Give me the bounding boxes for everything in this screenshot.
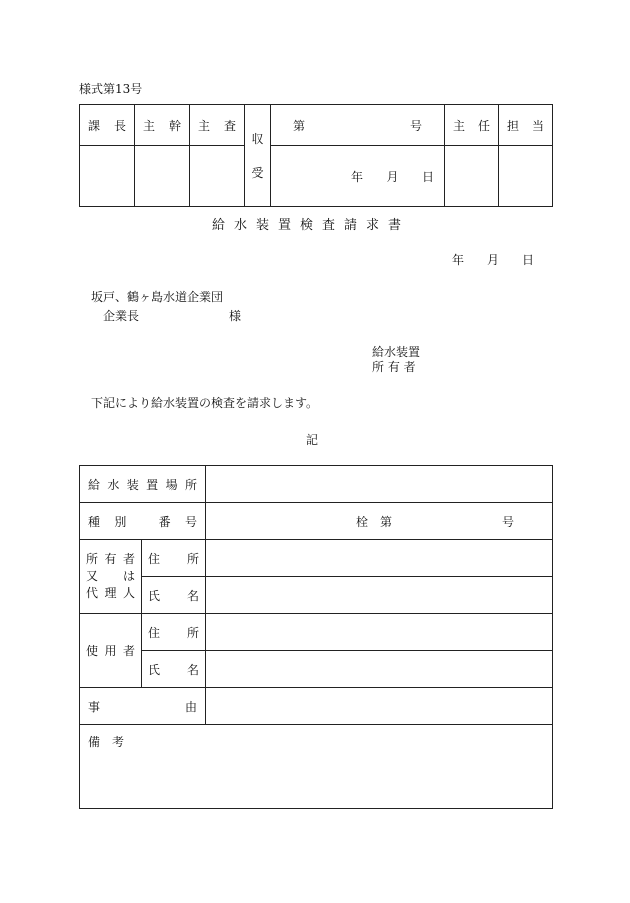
remarks-cell[interactable] — [80, 725, 553, 809]
receipt-dai: 第 — [293, 118, 306, 133]
addressee-position: 企業長 — [103, 309, 140, 323]
stamp-head-tanto: 担 当 — [499, 105, 553, 146]
receipt-char-2: 受 — [251, 165, 264, 180]
receipt-date-cell[interactable] — [271, 146, 445, 207]
reason-label — [80, 688, 206, 725]
user-address-label: 住 所 — [142, 614, 206, 651]
receipt-go: 号 — [409, 118, 422, 133]
owner-address-value[interactable] — [206, 540, 553, 577]
document-title: 給水装置検査請求書 — [212, 218, 411, 233]
receipt-char-1: 収 — [251, 131, 264, 146]
stamp-box-shusa[interactable] — [190, 146, 245, 207]
approval-stamp-table — [79, 104, 553, 207]
stamp-box-kacho[interactable] — [80, 146, 135, 207]
receipt-number-cell[interactable] — [271, 105, 445, 146]
receipt-month: 月 — [386, 169, 399, 184]
reason-char-2: 由 — [184, 699, 197, 714]
owner-or-agent-label: 所 有 者 又 は 代 理 人 — [80, 540, 142, 614]
type-number-value[interactable] — [206, 503, 553, 540]
stamp-box-tanto[interactable] — [499, 146, 553, 207]
owner-name-value[interactable] — [206, 577, 553, 614]
receipt-year: 年 — [351, 169, 364, 184]
receipt-day: 日 — [421, 169, 434, 184]
owner-address-label: 住 所 — [142, 540, 206, 577]
ki-heading: 記 — [306, 433, 319, 447]
stamp-head-kacho: 課 長 — [80, 105, 135, 146]
request-details-table — [79, 465, 553, 809]
applicant-label-2: 所 有 者 — [372, 360, 416, 374]
user-name-value[interactable] — [206, 651, 553, 688]
user-name-label: 氏 名 — [142, 651, 206, 688]
type-go: 号 — [501, 514, 514, 529]
stamp-head-shusa: 主 査 — [190, 105, 245, 146]
reason-value[interactable] — [206, 688, 553, 725]
user-label: 使 用 者 — [80, 614, 142, 688]
date-day: 日 — [521, 253, 534, 267]
form-number: 様式第13号 — [79, 82, 143, 96]
location-label: 給 水 装 置 場 所 — [80, 466, 206, 503]
receipt-label — [245, 105, 271, 207]
stamp-box-shukan[interactable] — [135, 146, 190, 207]
date-year: 年 — [452, 253, 465, 267]
owner-name-label: 氏 名 — [142, 577, 206, 614]
type-sen-dai: 栓 第 — [356, 514, 393, 529]
request-date[interactable] — [452, 251, 534, 268]
addressee-honorific: 様 — [229, 309, 242, 323]
addressee-org: 坂戸、鶴ヶ島水道企業団 — [91, 290, 224, 304]
applicant-label-1: 給水装置 — [372, 345, 421, 359]
location-value[interactable] — [206, 466, 553, 503]
user-address-value[interactable] — [206, 614, 553, 651]
stamp-box-shunin[interactable] — [445, 146, 499, 207]
remarks-label: 備 考 — [88, 735, 125, 749]
type-number-label: 種 別 番 号 — [80, 503, 206, 540]
reason-char-1: 事 — [88, 699, 101, 714]
stamp-head-shukan: 主 幹 — [135, 105, 190, 146]
date-month: 月 — [486, 253, 499, 267]
request-statement: 下記により給水装置の検査を請求します。 — [91, 396, 319, 410]
stamp-head-shunin: 主 任 — [445, 105, 499, 146]
